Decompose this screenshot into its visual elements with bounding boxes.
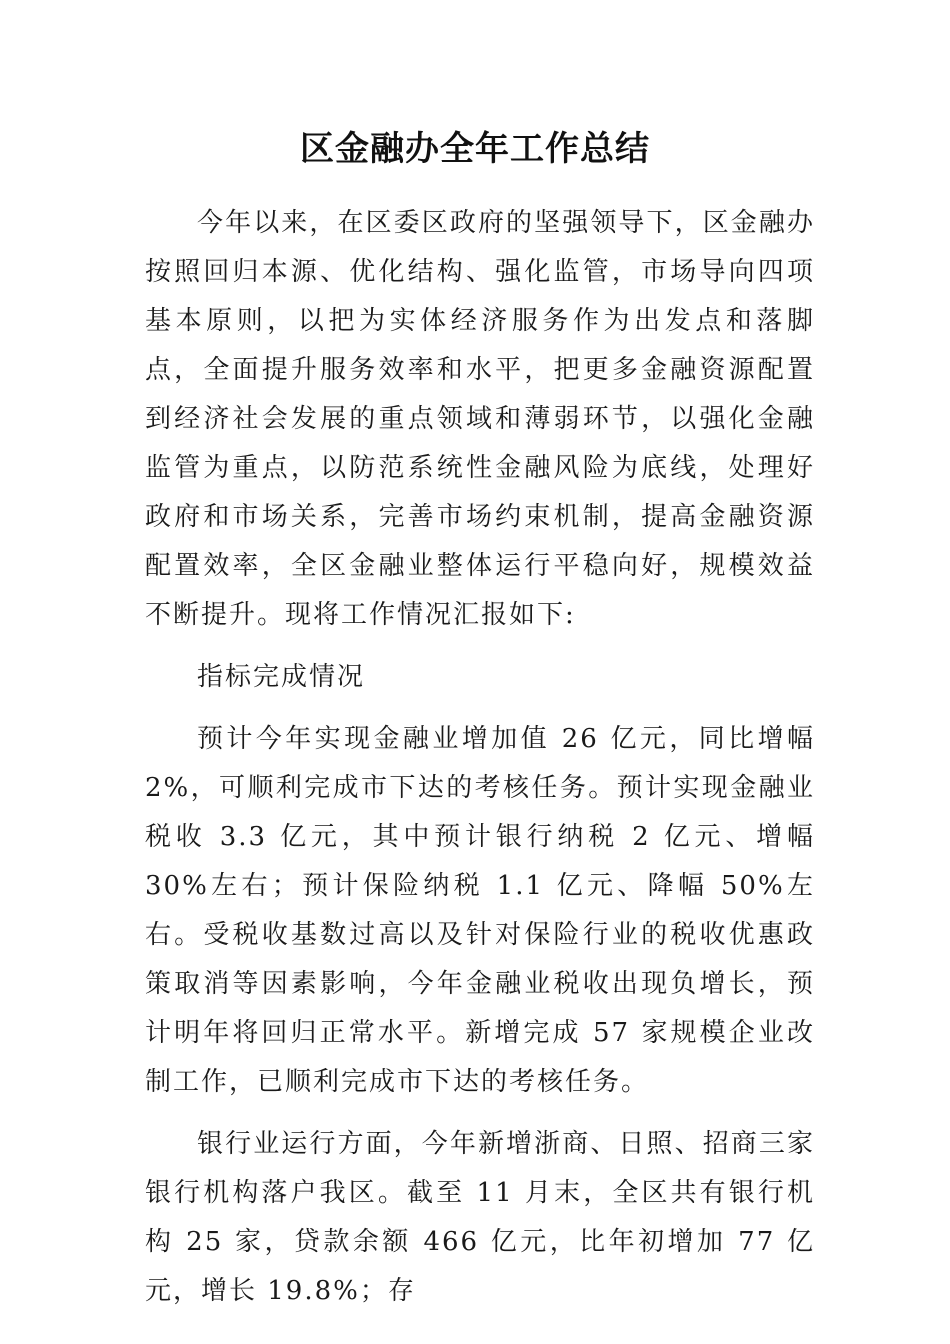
document-body bbox=[145, 199, 815, 1316]
paragraph-banking: 银行业运行方面，今年新增浙商、日照、招商三家银行机构落户我区。截至 11 月末，全区共有银行机构 25 家，贷款余额 466 亿元，比年初增加 77 亿元，增长 19.8%；存 bbox=[145, 1129, 815, 1306]
section-heading-indicators: 指标完成情况 bbox=[197, 662, 366, 692]
paragraph-indicators: 预计今年实现金融业增加值 26 亿元，同比增幅 2%，可顺利完成市下达的考核任务。预计实现金融业税收 3.3 亿元，其中预计银行纳税 2 亿元、增幅 30%左右；预计保险纳税 1.1 亿元、降幅 50%左右。受税收基数过高以及针对保险行业的税收优惠政策取消等因素影响，今年金融业税收出现负增长，预计明年将回归正常水平。新增完成 57 家规模企业改制工作，已顺利完成市下达的考核任务。 bbox=[145, 724, 815, 1097]
document-title: 区金融办全年工作总结 bbox=[300, 129, 650, 169]
paragraph-intro: 今年以来，在区委区政府的坚强领导下，区金融办按照回归本源、优化结构、强化监管，市场导向四项基本原则，以把为实体经济服务作为出发点和落脚点，全面提升服务效率和水平，把更多金融资源配置到经济社会发展的重点领域和薄弱环节，以强化金融监管为重点，以防范系统性金融风险为底线，处理好政府和市场关系，完善市场约束机制，提高金融资源配置效率，全区金融业整体运行平稳向好，规模效益不断提升。现将工作情况汇报如下: bbox=[145, 208, 815, 630]
